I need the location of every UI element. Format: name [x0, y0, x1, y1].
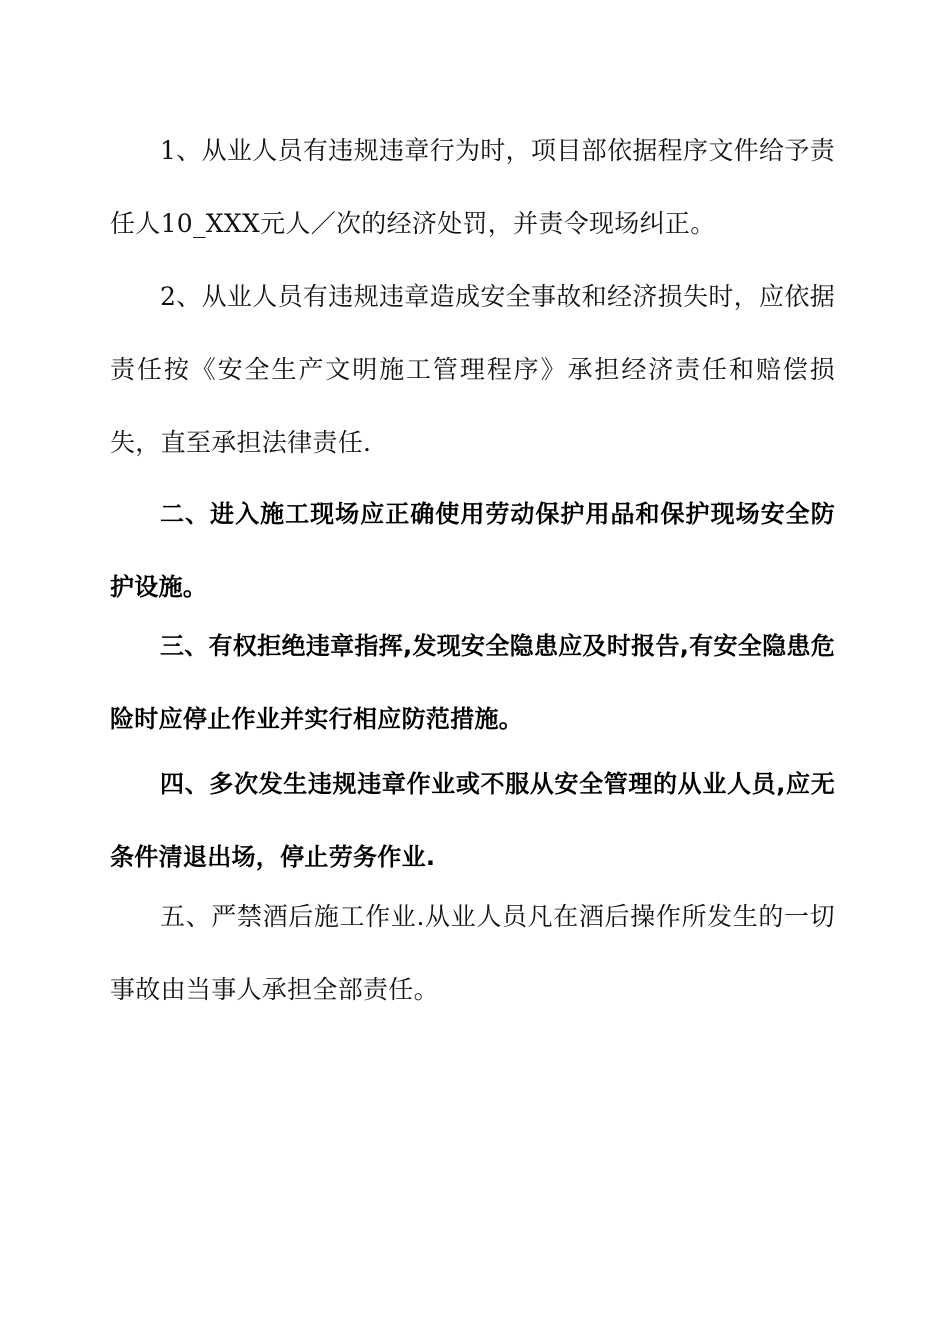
- paragraph-section-4: 四、多次发生违规违章作业或不服从安全管理的从业人员,应无条件清退出场，停止劳务作业.: [110, 770, 835, 871]
- paragraph-1-penalty: 1、从业人员有违规违章行为时，项目部依据程序文件给予责任人10_XXX元人／次的经济处罚，并责令现场纠正。: [110, 136, 835, 238]
- paragraph-section-5: 五、严禁酒后施工作业.从业人员凡在酒后操作所发生的一切事故由当事人承担全部责任。: [110, 902, 835, 1004]
- paragraph-section-2: 二、进入施工现场应正确使用劳动保护用品和保护现场安全防护设施。: [110, 500, 835, 601]
- paragraph-section-3: 三、有权拒绝违章指挥,发现安全隐患应及时报告,有安全隐患危险时应停止作业并实行相应防范措施。: [110, 632, 835, 733]
- paragraph-2-liability: 2、从业人员有违规违章造成安全事故和经济损失时，应依据责任按《安全生产文明施工管理程序》承担经济责任和赔偿损失，直至承担法律责任.: [110, 282, 835, 457]
